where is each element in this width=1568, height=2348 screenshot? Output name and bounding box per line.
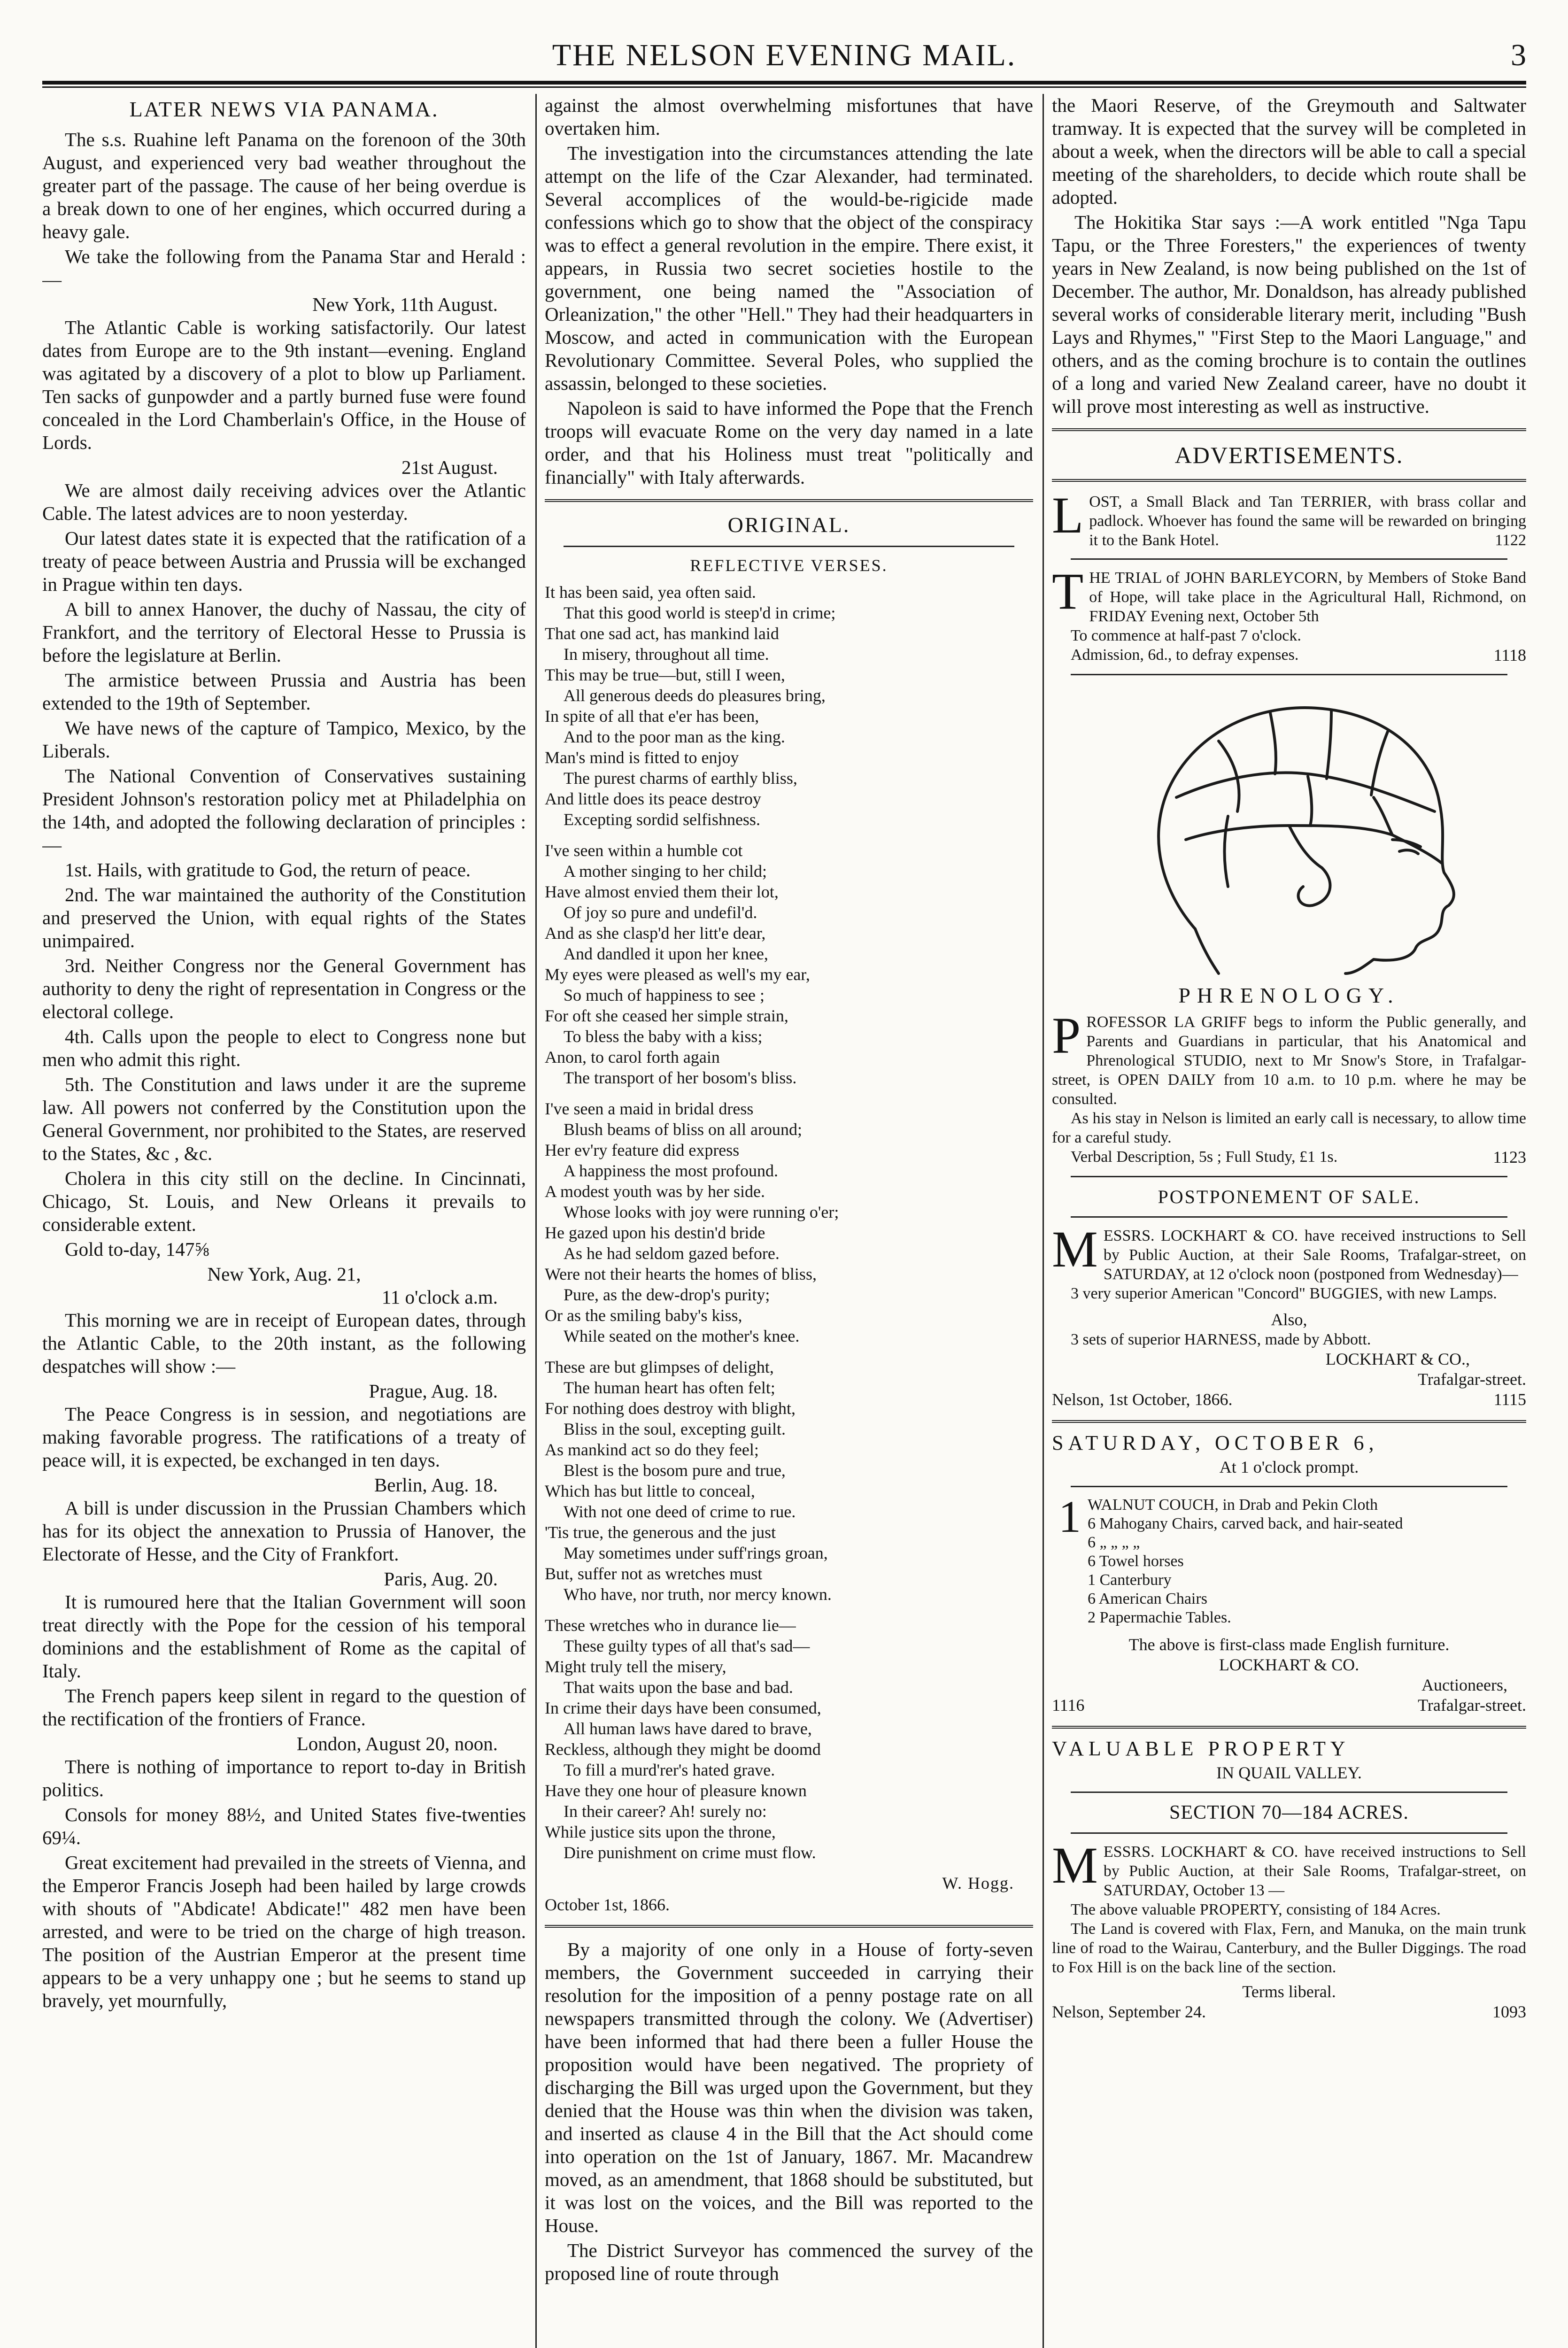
drop-cap: M — [1052, 1837, 1098, 1894]
poem-line: That this good world is steep'd in crime; — [564, 603, 836, 622]
ad-lost-terrier — [1052, 487, 1526, 550]
poem-line: In misery, throughout all time. — [564, 645, 769, 664]
poem-line: All human laws have dared to brave, — [564, 1719, 812, 1738]
ad-line: Auctioneers, — [1421, 1676, 1507, 1694]
poem-line: Man's mind is fitted to enjoy — [545, 748, 739, 767]
paragraph: Cholera in this city still on the decline. In Cincinnati, Chicago, St. Louis, and New Orleans it prevails to considerable extent. — [42, 1167, 526, 1235]
poem-line: The human heart has often felt; — [564, 1378, 775, 1397]
paragraph: The French papers keep silent in regard to the question of the rectification of the frontiers of France. — [42, 1685, 526, 1730]
auctioneer-address: Trafalgar-street. — [1418, 1696, 1526, 1715]
paragraph: We have news of the capture of Tampico, Mexico, by the Liberals. — [42, 717, 526, 762]
poem-line: That one sad act, has mankind laid — [545, 624, 779, 643]
sale-date: SATURDAY, OCTOBER 6, — [1052, 1431, 1379, 1454]
ad-line: The above is first-class made English furniture. — [1128, 1635, 1450, 1654]
drop-cap: P — [1052, 1007, 1081, 1064]
section-rule — [1052, 428, 1526, 431]
article-heading: LATER NEWS VIA PANAMA. — [129, 97, 439, 121]
masthead — [42, 28, 1526, 89]
poem-line: As mankind act so do they feel; — [545, 1440, 759, 1459]
poem-line: And little does its peace destroy — [545, 789, 761, 808]
ad-phrenology — [1052, 685, 1526, 1167]
ad-text: HE TRIAL of JOHN BARLEYCORN, by Members of Stoke Band of Hope, will take place in the Agricultural Hall, Richmond, on FRIDAY Evening next, October 5th — [1089, 569, 1526, 625]
poem-line: The purest charms of earthly bliss, — [564, 769, 797, 788]
paragraph: This morning we are in receipt of European dates, through the Atlantic Cable, to the 20th instant, as the following despatches will show :— — [42, 1309, 526, 1377]
ad-line: The Land is covered with Flax, Fern, and Manuka, on the main trunk line of road to the Wairau, Canterbury, and the Buller Diggings. The road to Fox Hill is on the back line of the section. — [1052, 1920, 1526, 1976]
poem-line: Anon, to carol forth again — [545, 1048, 720, 1066]
column-divider — [535, 94, 537, 2348]
poem-line: May sometimes under suff'rings groan, — [564, 1544, 828, 1562]
drop-cap: M — [1052, 1220, 1098, 1278]
masthead-rule-thin — [42, 86, 1526, 88]
paragraph: The Hokitika Star says :—A work entitled "Nga Tapu Tapu, or the Three Foresters," the experiences of twenty years in New Zealand, is now being published on the 1st of December. The author, Mr. Donaldson, has already published several works of considerable literary merit, including "Bush Lays and Rhymes," "First Step to the Maori Language," and others, and as the coming brochure is to contain the outlines of a long and varied New Zealand career, have no doubt it will prove most interesting as well as instructive. — [1052, 211, 1526, 417]
short-rule — [1071, 1792, 1507, 1793]
poem-line: These wretches who in durance lie— — [545, 1616, 796, 1635]
sale-item: 6 Towel horses — [1088, 1552, 1184, 1570]
poem-line: So much of happiness to see ; — [564, 986, 765, 1004]
poem-line: Of joy so pure and undefil'd. — [564, 903, 757, 922]
ad-rule — [1071, 558, 1507, 560]
sale-item: 6 „ „ „ „ — [1088, 1534, 1140, 1551]
sale-item: 1 Canterbury — [1088, 1571, 1172, 1589]
section-rule — [1052, 1726, 1526, 1729]
ad-number: 1093 — [1492, 2002, 1526, 2021]
dateline: 11 o'clock a.m. — [381, 1286, 498, 1308]
poem-line: Bliss in the soul, excepting guilt. — [564, 1420, 786, 1438]
paragraph: Our latest dates state it is expected that the ratification of a treaty of peace between Austria and Prussia will be exchanged in Prague within ten days. — [42, 527, 526, 595]
masthead-rule — [42, 81, 1526, 85]
poem-line: Pure, as the dew-drop's purity; — [564, 1285, 770, 1304]
dateline: London, August 20, noon. — [296, 1733, 498, 1754]
paragraph: A bill to annex Hanover, the duchy of Nassau, the city of Frankfort, and the territory of Electoral Hesse to Prussia is before the legislature at Berlin. — [42, 598, 526, 666]
poem-line: To fill a murd'rer's hated grave. — [564, 1761, 775, 1779]
poem-line: And as she clasp'd her litt'e dear, — [545, 924, 766, 942]
page-number: 3 — [1511, 38, 1526, 72]
paragraph: The s.s. Ruahine left Panama on the forenoon of the 30th August, and experienced very bad weather throughout the greater part of the passage. The cause of her being overdue is a break down to one of her engines, which occurred during a heavy gale. — [42, 129, 526, 242]
paragraph: It is rumoured here that the Italian Government will soon treat directly with the Pope for the cession of his temporal dominions and the establishment of Rome as the capital of Italy. — [42, 1591, 526, 1682]
poem-line: For nothing does destroy with blight, — [545, 1399, 796, 1418]
poem-stanza — [545, 840, 1033, 1088]
ad-rule — [1071, 1176, 1507, 1177]
ad-quail-valley — [1052, 1739, 1526, 2022]
poem-line: In crime their days have been consumed, — [545, 1699, 821, 1717]
drop-cap: T — [1052, 563, 1084, 620]
dateline: 21st August. — [401, 456, 498, 478]
poem-line: Reckless, although they might be doomd — [545, 1740, 821, 1759]
ad-text: ROFESSOR LA GRIFF begs to inform the Public generally, and Parents and Guardians in particular, that his Anatomical and Phrenological STUDIO, next to Mr Snow's Store, in Trafalgar-street, is OPEN DAILY from 10 a.m. to 10 p.m. where he may be consulted. — [1052, 1013, 1526, 1108]
ad-subheading: IN QUAIL VALLEY. — [1216, 1763, 1362, 1782]
paragraph: The Atlantic Cable is working satisfactorily. Our latest dates from Europe are to the 9th instant—evening. England was agitated by a discovery of a plot to blow up Parliament. Ten sacks of gunpowder and a partly burned fuse were found concealed in the Lord Chamberlain's Office, in the House of Lords. — [42, 317, 526, 453]
paragraph: The armistice between Prussia and Austria has been extended to the 19th of September. — [42, 669, 526, 714]
section-rule — [1052, 1420, 1526, 1423]
newspaper-title: THE NELSON EVENING MAIL. — [552, 38, 1017, 72]
poem-line: Blest is the bosom pure and true, — [564, 1461, 786, 1480]
paragraph: 1st. Hails, with gratitude to God, the return of peace. — [65, 859, 471, 880]
ad-date: Nelson, 1st October, 1866. — [1052, 1390, 1233, 1409]
poem-line: Have almost envied them their lot, — [545, 882, 779, 901]
poem-line: These are but glimpses of delight, — [545, 1358, 774, 1376]
paragraph: 4th. Calls upon the people to elect to Congress none but men who admit this right. — [42, 1026, 526, 1070]
paragraph: The National Convention of Conservatives sustaining President Johnson's restoration policy met at Philadelphia on the 14th, and adopted the following declaration of principles :— — [42, 765, 526, 856]
ad-date: Nelson, September 24. — [1052, 2002, 1206, 2021]
column-divider — [1043, 94, 1044, 2348]
short-rule — [1071, 1832, 1507, 1834]
section-rule — [1052, 479, 1526, 482]
drop-cap: L — [1052, 487, 1084, 544]
poem-line: 'Tis true, the generous and the just — [545, 1523, 776, 1542]
ad-text: ESSRS. LOCKHART & CO. have received instructions to Sell by Public Auction, at their Sale Rooms, Trafalgar-street, on SATURDAY, October 13 — — [1103, 1843, 1526, 1899]
column-3 — [1052, 94, 1526, 2348]
paragraph: The District Surveyor has commenced the survey of the proposed line of route through — [545, 2240, 1033, 2284]
paragraph: 2nd. The war maintained the authority of the Constitution and preserved the Union, with equal rights of the States unimpaired. — [42, 884, 526, 951]
poem-line: Whose looks with joy were running o'er; — [564, 1203, 839, 1221]
ad-number: 1122 — [1495, 532, 1526, 549]
poem-line: To bless the baby with a kiss; — [564, 1027, 763, 1046]
ad-line: Admission, 6d., to defray expenses. — [1071, 646, 1299, 664]
short-rule — [564, 546, 1014, 547]
auctioneer-name: LOCKHART & CO. — [1219, 1655, 1359, 1674]
poem-line: It has been said, yea often said. — [545, 583, 756, 602]
poem-stanza — [545, 1098, 1033, 1346]
ad-rule — [1071, 674, 1507, 675]
paragraph: Great excitement had prevailed in the streets of Vienna, and the Emperor Francis Joseph had been hailed by large crowds with shouts of "Abdicate! Abdicate!" 482 men have been arrested, and were to be tried on the charge of high treason. The position of the Austrian Emperor at the present time appears to be a very unhappy one ; but he seems to stand up bravely, yet mournfully, — [42, 1852, 526, 2011]
dateline: Prague, Aug. 18. — [369, 1380, 498, 1402]
poem-line: These guilty types of all that's sad— — [564, 1637, 810, 1655]
ad-line: Also, — [1271, 1310, 1307, 1329]
ad-text: OST, a Small Black and Tan TERRIER, with brass collar and padlock. Whoever has found the same will be rewarded on bringing it to the Bank Hotel. — [1089, 493, 1526, 549]
poem-title: REFLECTIVE VERSES. — [690, 556, 888, 575]
paragraph: Gold to-day, 147⅝ — [65, 1238, 209, 1260]
poem-line: Were not their hearts the homes of bliss, — [545, 1265, 817, 1283]
poem-line: Which has but little to conceal, — [545, 1482, 755, 1500]
paragraph: the Maori Reserve, of the Greymouth and Saltwater tramway. It is expected that the survey will be completed in about a week, when the directors will be able to call a special meeting of the shareholders, to decide which route shall be adopted. — [1052, 94, 1526, 208]
poem-line: A mother singing to her child; — [564, 862, 767, 880]
ad-trial — [1052, 563, 1526, 665]
poem-line: Who have, nor truth, nor mercy known. — [564, 1585, 832, 1604]
poem-line: Dire punishment on crime must flow. — [564, 1843, 816, 1862]
sale-item: 6 American Chairs — [1088, 1590, 1207, 1607]
sale-item: WALNUT COUCH, in Drab and Pekin Cloth — [1088, 1496, 1378, 1514]
poem-line: Have they one hour of pleasure known — [545, 1781, 807, 1800]
poem-stanza — [545, 1357, 1033, 1605]
poem-line: While justice sits upon the throne, — [545, 1823, 776, 1841]
ad-number: 1115 — [1493, 1390, 1526, 1409]
sale-items — [1088, 1496, 1526, 1627]
poem-stanza — [545, 1615, 1033, 1863]
poem-line: Her ev'ry feature did express — [545, 1141, 740, 1159]
poem-line: As he had seldom gazed before. — [564, 1244, 780, 1263]
ad-number: 1118 — [1493, 646, 1526, 664]
poem-line: A happiness the most profound. — [564, 1161, 778, 1180]
paragraph: There is nothing of importance to report to-day in British politics. — [42, 1756, 526, 1800]
ad-line: Terms liberal. — [1242, 1982, 1336, 2001]
poem-line: But, suffer not as wretches must — [545, 1564, 763, 1583]
sale-item: 6 Mahogany Chairs, carved back, and hair-seated — [1088, 1515, 1403, 1532]
poem-line: A modest youth was by her side. — [545, 1182, 765, 1201]
dateline: New York, 11th August. — [312, 294, 498, 315]
auctioneer-name: LOCKHART & CO., — [1325, 1350, 1470, 1368]
poem — [545, 582, 1033, 1863]
ad-number: 1116 — [1052, 1696, 1085, 1715]
section-title: SECTION 70—184 ACRES. — [1169, 1802, 1409, 1823]
poem-stanza — [545, 582, 1033, 830]
poem-signature: W. Hogg. — [942, 1874, 1014, 1892]
poem-line: While seated on the mother's knee. — [564, 1327, 800, 1345]
poem-line: My eyes were pleased as well's my ear, — [545, 965, 810, 984]
short-rule — [1071, 1216, 1507, 1218]
poem-line: Or as the smiling baby's kiss, — [545, 1306, 742, 1325]
poem-line: All generous deeds do pleasures bring, — [564, 686, 826, 705]
paragraph: The Peace Congress is in session, and negotiations are making favorable progress. The ratifications of a treaty of peace will, it is expected, be exchanged in ten days. — [42, 1403, 526, 1471]
phrenology-head-icon — [1111, 685, 1468, 976]
column-1 — [42, 94, 526, 2348]
paragraph: The investigation into the circumstances attending the late attempt on the life of the Czar Alexander, had terminated. Several accomplices of the would-be-rigicide made confessions which go to show that the object of the conspiracy was to effect a general revolution in the empire. There exist, it appears, in Russia two secret societies hostile to the government, one being named the "Association of Orleanization," the other "Hell." They had their headquarters in Moscow, and acted in communication with the European Revolutionary Committee. Several Poles, who supplied the assassin, belonged to these societies. — [545, 142, 1033, 394]
poem-date: October 1st, 1866. — [545, 1895, 670, 1914]
auctioneer-address: Trafalgar-street. — [1418, 1370, 1526, 1389]
paragraph: A bill is under discussion in the Prussian Chambers which has for its object the annexation to Prussia of Hanover, the Electorate of Hesse, and the City of Frankfort. — [42, 1497, 526, 1565]
paragraph: Consols for money 88½, and United States five-twenties 69¼. — [42, 1804, 526, 1848]
ad-heading: POSTPONEMENT OF SALE. — [1158, 1186, 1421, 1207]
advertisements-heading: ADVERTISEMENTS. — [1174, 442, 1404, 468]
ad-line: To commence at half-past 7 o'clock. — [1071, 627, 1301, 644]
poem-line: For oft she ceased her simple strain, — [545, 1006, 788, 1025]
poem-line: And dandled it upon her knee, — [564, 944, 768, 963]
poem-line: In spite of all that e'er has been, — [545, 707, 759, 726]
poem-line: And to the poor man as the king. — [564, 727, 785, 746]
item-count: 1 — [1058, 1491, 1081, 1542]
column-2 — [545, 94, 1033, 2348]
poem-line: With not one deed of crime to rue. — [564, 1502, 796, 1521]
ad-text: ESSRS. LOCKHART & CO. have received instructions to Sell by Public Auction, at their Sale Rooms, Trafalgar-street, on SATURDAY, at 12 o'clock noon (postponed from Wednesday)— — [1103, 1227, 1526, 1283]
section-heading: ORIGINAL. — [727, 513, 850, 537]
paragraph: We take the following from the Panama Star and Herald :— — [42, 246, 526, 290]
short-rule — [1071, 1486, 1507, 1487]
ad-line: 3 sets of superior HARNESS, made by Abbott. — [1071, 1331, 1371, 1348]
phrenology-title: PHRENOLOGY. — [1178, 983, 1400, 1007]
poem-line: This may be true—but, still I ween, — [545, 665, 785, 684]
poem-line: In their career? Ah! surely no: — [564, 1802, 767, 1821]
ad-line: Verbal Description, 5s ; Full Study, £1 1s. — [1071, 1148, 1338, 1166]
poem-line: Blush beams of bliss on all around; — [564, 1120, 802, 1139]
dateline: Paris, Aug. 20. — [384, 1568, 498, 1590]
ad-line: The above valuable PROPERTY, consisting of 184 Acres. — [1071, 1901, 1441, 1918]
paragraph: 3rd. Neither Congress nor the General Government has authority to deny the right of representation in Congress or the electoral college. — [42, 955, 526, 1022]
poem-line: I've seen within a humble cot — [545, 841, 743, 860]
paragraph: By a majority of one only in a House of forty-seven members, the Government succeeded in carrying their resolution for the imposition of a penny postage rate on all newspapers transmitted through the colony. We (Advertiser) have been informed that had there been a fuller House the proposition would have been negatived. The propriety of discharging the Bill was urged upon the Government, but they denied that the House was thin when the division was taken, and inserted as clause 4 in the Bill that the Act should come into operation on the 1st of January, 1867. Mr. Macandrew moved, as an amendment, that 1868 should be substituted, but it was lost on the voices, and the Bill was reported to the House. — [545, 1939, 1033, 2236]
section-rule — [545, 499, 1033, 502]
poem-line: I've seen a maid in bridal dress — [545, 1099, 754, 1118]
paragraph: 5th. The Constitution and laws under it are the supreme law. All powers not conferred by the Constitution upon the General Government, nor prohibited to the States, are reserved to the States, &c , &c. — [42, 1074, 526, 1164]
poem-line: Might truly tell the misery, — [545, 1657, 726, 1676]
sale-time: At 1 o'clock prompt. — [1219, 1458, 1359, 1476]
paragraph: against the almost overwhelming misfortunes that have overtaken him. — [545, 94, 1033, 139]
poem-line: That waits upon the base and bad. — [564, 1678, 793, 1697]
ad-line: As his stay in Nelson is limited an early call is necessary, to allow time for a careful study. — [1052, 1110, 1526, 1146]
poem-line: The transport of her bosom's bliss. — [564, 1068, 797, 1087]
poem-line: He gazed upon his destin'd bride — [545, 1223, 765, 1242]
ad-heading: VALUABLE PROPERTY — [1052, 1737, 1350, 1760]
poem-line: Excepting sordid selfishness. — [564, 810, 760, 829]
ad-line: 3 very superior American "Concord" BUGGIES, with new Lamps. — [1071, 1285, 1497, 1302]
dateline: Berlin, Aug. 18. — [374, 1474, 498, 1496]
dateline: New York, Aug. 21, — [207, 1263, 361, 1285]
sale-item: 2 Papermachie Tables. — [1088, 1609, 1231, 1626]
ad-postponement — [1052, 1186, 1526, 1410]
ad-number: 1123 — [1493, 1148, 1526, 1166]
paragraph: Napoleon is said to have informed the Pope that the French troops will evacuate Rome on the very day named in a late order, and that his Holiness must treat "politically and financially" with Italy afterwards. — [545, 397, 1033, 488]
section-rule — [545, 1925, 1033, 1928]
ad-saturday-sale — [1052, 1433, 1526, 1715]
paragraph: We are almost daily receiving advices over the Atlantic Cable. The latest advices are to noon yesterday. — [42, 479, 526, 524]
